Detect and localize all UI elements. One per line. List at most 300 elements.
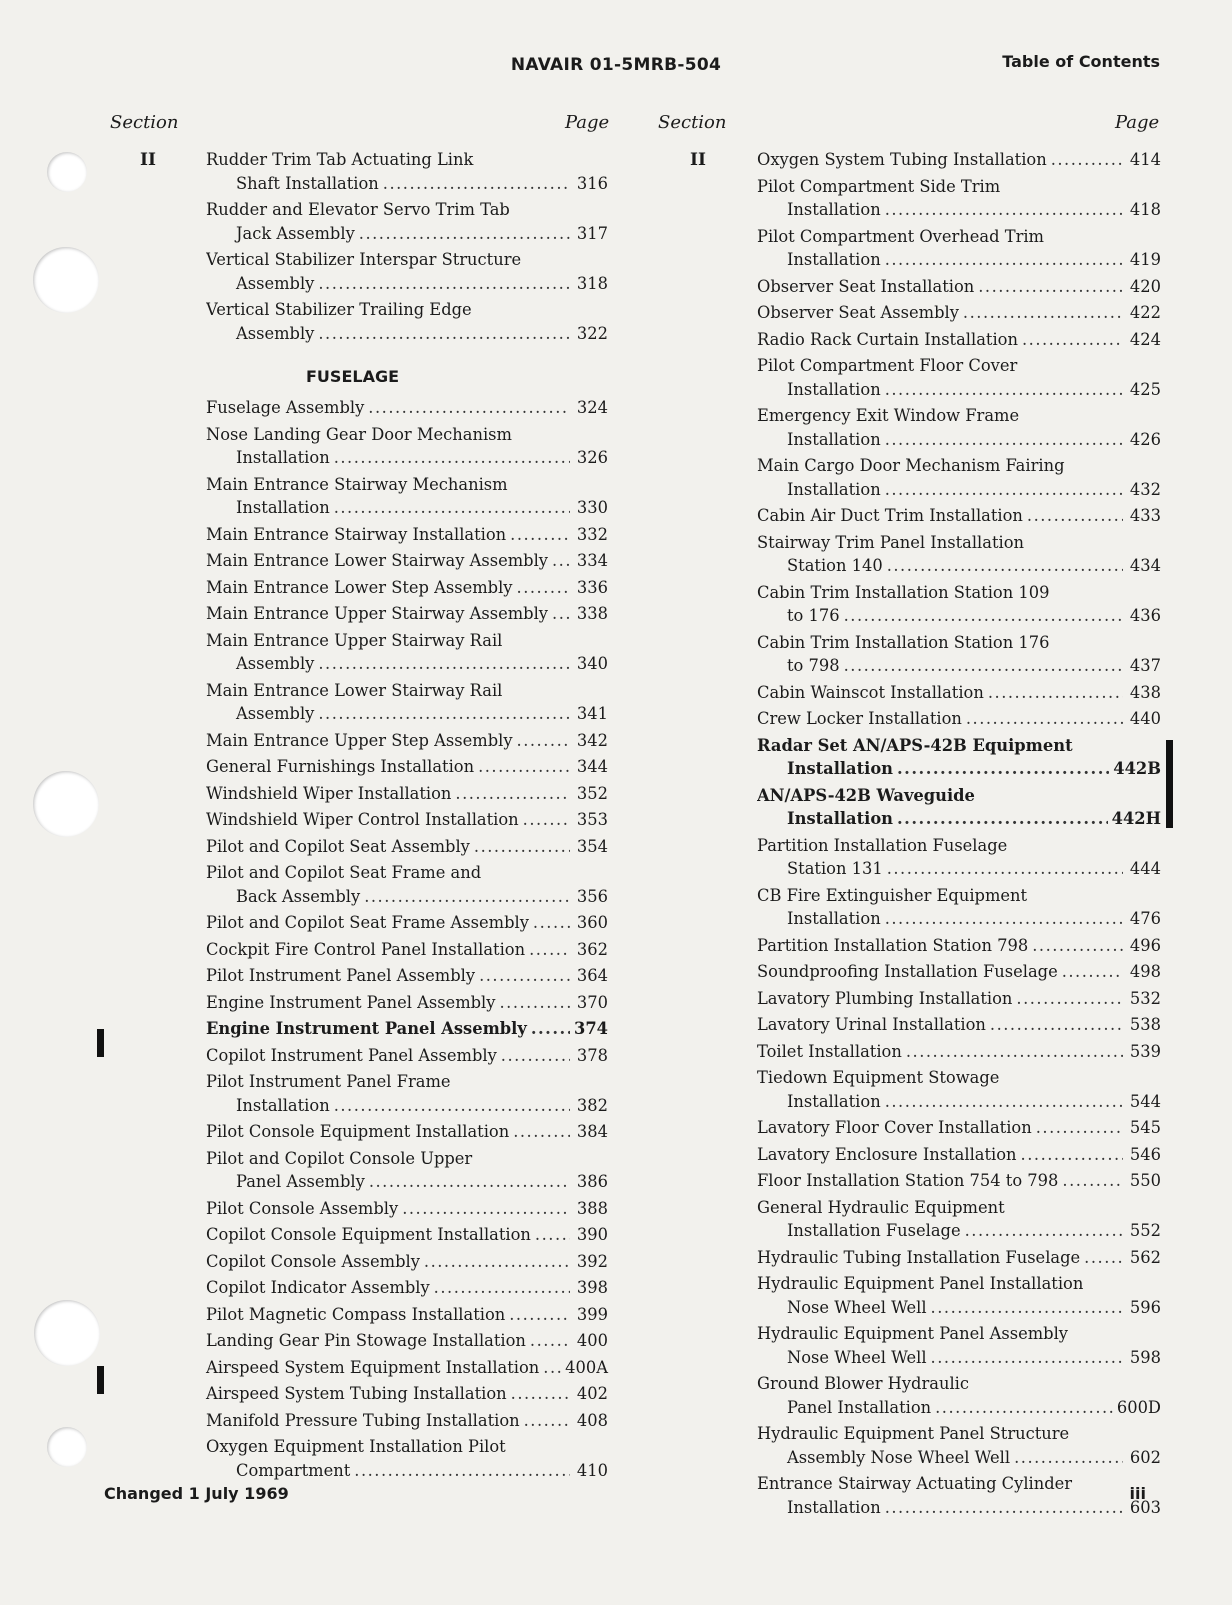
entry-title: Windshield Wiper Installation xyxy=(206,783,452,803)
entry-title: Pilot Instrument Panel Assembly xyxy=(206,966,476,985)
entry-title: Pilot and Copilot Console Upper xyxy=(206,1148,473,1168)
page-number: iii xyxy=(1129,1484,1146,1503)
entry-title: Pilot and Copilot Seat Assembly xyxy=(206,836,470,856)
section-label: Section xyxy=(110,112,179,133)
entry-continuation: Assembly Nose Wheel Well xyxy=(787,1447,1011,1467)
dot-leader xyxy=(552,602,570,626)
page-label: Page xyxy=(1115,112,1160,133)
entry-title: Ground Blower Hydraulic xyxy=(757,1374,969,1393)
toc-entry xyxy=(206,1276,608,1300)
dot-leader xyxy=(1036,1116,1123,1140)
dot-leader xyxy=(533,911,570,935)
entry-continuation: Installation xyxy=(787,479,881,499)
entry-title: Rudder Trim Tab Actuating Link xyxy=(206,150,474,169)
entry-title: Tiedown Equipment Stowage xyxy=(757,1068,1000,1087)
entry-page: 436 xyxy=(1129,606,1161,625)
entry-page: 342 xyxy=(576,730,608,750)
entry-continuation: Installation xyxy=(787,429,881,449)
entry-title: Emergency Exit Window Frame xyxy=(757,406,1020,425)
toc-entry xyxy=(206,1120,608,1144)
entry-page: 332 xyxy=(576,524,608,544)
entry-title: Main Entrance Lower Step Assembly xyxy=(206,577,513,597)
entry-page: 316 xyxy=(576,173,608,193)
dot-leader xyxy=(479,964,570,988)
entry-title: Radar Set AN/APS-42B Equipment xyxy=(757,735,1073,755)
dot-leader xyxy=(334,496,570,520)
entry-continuation: Nose Wheel Well xyxy=(787,1347,927,1367)
dot-leader xyxy=(935,1396,1113,1420)
entry-page: 424 xyxy=(1129,329,1161,349)
entry-page: 552 xyxy=(1129,1221,1161,1240)
entry-title: Landing Gear Pin Stowage Installation xyxy=(206,1331,526,1350)
toc-entry xyxy=(757,454,1161,501)
entry-page: 378 xyxy=(576,1045,608,1065)
toc-entry xyxy=(206,1044,608,1068)
entry-page: 334 xyxy=(576,551,608,570)
dot-leader xyxy=(517,729,570,753)
entry-title: Partition Installation Station 798 xyxy=(757,935,1029,955)
toc-list xyxy=(206,396,608,1482)
entry-page: 356 xyxy=(576,886,608,906)
section-label: Section xyxy=(658,112,727,133)
dot-leader xyxy=(318,272,570,296)
entry-title: Windshield Wiper Control Installation xyxy=(206,810,519,829)
entry-page: 382 xyxy=(576,1095,608,1115)
entry-page: 386 xyxy=(576,1172,608,1191)
entry-page: 425 xyxy=(1129,379,1161,399)
entry-page: 408 xyxy=(576,1410,608,1430)
entry-page: 538 xyxy=(1129,1015,1161,1034)
entry-page: 422 xyxy=(1129,303,1161,322)
entry-title: Pilot Magnetic Compass Installation xyxy=(206,1304,506,1324)
toc-entry xyxy=(206,1409,608,1433)
entry-page: 496 xyxy=(1129,935,1161,955)
entry-title: Crew Locker Installation xyxy=(757,709,962,728)
toc-entry xyxy=(757,1372,1161,1419)
toc-entry xyxy=(757,328,1161,352)
entry-continuation: Installation xyxy=(787,1497,881,1517)
toc-entry xyxy=(757,960,1161,984)
dot-leader xyxy=(511,1382,570,1406)
entry-continuation: Jack Assembly xyxy=(236,223,355,243)
entry-title: Soundproofing Installation Fuselage xyxy=(757,962,1058,981)
entry-page: 338 xyxy=(576,604,608,623)
toc-entry xyxy=(206,1070,608,1117)
toc-entry xyxy=(757,987,1161,1011)
entry-title: Radio Rack Curtain Installation xyxy=(757,329,1018,349)
dot-leader xyxy=(543,1356,561,1380)
toc-entry xyxy=(206,1356,608,1380)
dot-leader xyxy=(354,1459,570,1483)
dot-leader xyxy=(474,835,570,859)
change-bar xyxy=(1166,740,1173,828)
toc-entry xyxy=(206,1197,608,1221)
toc-entry xyxy=(757,834,1161,881)
dot-leader xyxy=(501,1044,570,1068)
toc-entry xyxy=(206,911,608,935)
toc-entry xyxy=(757,1116,1161,1140)
dot-leader xyxy=(424,1250,570,1274)
entry-page: 434 xyxy=(1129,556,1161,575)
entry-continuation: Installation xyxy=(787,1091,881,1111)
entry-title: Copilot Console Assembly xyxy=(206,1251,420,1271)
entry-continuation: Installation xyxy=(787,250,881,269)
toc-entry xyxy=(757,1040,1161,1064)
entry-title: Copilot Instrument Panel Assembly xyxy=(206,1045,497,1065)
dot-leader xyxy=(478,755,570,779)
dot-leader xyxy=(844,604,1123,628)
entry-page: 420 xyxy=(1129,276,1161,296)
entry-continuation: Installation xyxy=(787,379,881,399)
dot-leader xyxy=(434,1276,570,1300)
entry-page: 326 xyxy=(576,448,608,467)
entry-title: CB Fire Extinguisher Equipment xyxy=(757,885,1028,905)
toc-entry xyxy=(206,782,608,806)
entry-page: 432 xyxy=(1129,479,1161,499)
entry-page: 364 xyxy=(576,966,608,985)
punch-hole xyxy=(33,247,99,313)
section-number: II xyxy=(140,150,156,170)
entry-page: 418 xyxy=(1129,200,1161,219)
toc-entry xyxy=(757,531,1161,578)
toc-entry xyxy=(206,298,608,345)
dot-leader xyxy=(978,275,1123,299)
entry-title: General Hydraulic Equipment xyxy=(757,1197,1005,1217)
entry-title: Hydraulic Equipment Panel Assembly xyxy=(757,1324,1069,1343)
entry-title: Pilot and Copilot Seat Frame and xyxy=(206,863,482,882)
entry-page: 336 xyxy=(576,577,608,597)
dot-leader xyxy=(990,1013,1123,1037)
toc-list xyxy=(757,148,1161,1519)
toc-entry xyxy=(206,1329,608,1353)
entry-title: Vertical Stabilizer Trailing Edge xyxy=(206,300,472,319)
entry-continuation: Shaft Installation xyxy=(236,173,379,193)
entry-title: Floor Installation Station 754 to 798 xyxy=(757,1171,1059,1190)
toc-list xyxy=(206,148,608,345)
entry-page: 562 xyxy=(1129,1247,1161,1267)
entry-page: 438 xyxy=(1129,682,1161,702)
entry-page: 398 xyxy=(576,1278,608,1297)
toc-entry xyxy=(206,523,608,547)
toc-entry xyxy=(206,808,608,832)
toc-entry xyxy=(206,602,608,626)
entry-page: 550 xyxy=(1129,1171,1161,1190)
entry-title: Fuselage Assembly xyxy=(206,398,365,417)
entry-continuation: Installation Fuselage xyxy=(787,1221,961,1240)
toc-entry xyxy=(206,423,608,470)
punch-hole xyxy=(34,1300,100,1366)
entry-page: 390 xyxy=(576,1225,608,1244)
entry-title: AN/APS-42B Waveguide xyxy=(757,785,975,805)
dot-leader xyxy=(318,322,570,346)
entry-continuation: Panel Installation xyxy=(787,1397,932,1417)
entry-continuation: Installation xyxy=(787,200,881,219)
toc-entry xyxy=(206,576,608,600)
entry-continuation: Assembly xyxy=(236,654,315,673)
entry-title: Cabin Air Duct Trim Installation xyxy=(757,506,1023,525)
entry-title: Lavatory Floor Cover Installation xyxy=(757,1118,1032,1137)
toc-entry xyxy=(757,404,1161,451)
entry-page: 318 xyxy=(576,273,608,293)
dot-leader xyxy=(885,907,1123,931)
dot-leader xyxy=(318,702,570,726)
dot-leader xyxy=(885,248,1123,272)
dot-leader xyxy=(1051,148,1123,172)
toc-entry xyxy=(757,1196,1161,1243)
entry-page: 410 xyxy=(576,1460,608,1480)
entry-title: Cabin Trim Installation Station 176 xyxy=(757,632,1050,652)
entry-title: Pilot Compartment Floor Cover xyxy=(757,356,1018,375)
group-heading: FUSELAGE xyxy=(306,367,400,386)
toc-entry xyxy=(757,1322,1161,1369)
entry-title: Main Entrance Lower Stairway Rail xyxy=(206,680,503,700)
entry-page: 353 xyxy=(576,810,608,829)
entry-title: Hydraulic Tubing Installation Fuselage xyxy=(757,1247,1081,1267)
dot-leader xyxy=(963,301,1123,325)
toc-entry xyxy=(757,884,1161,931)
entry-continuation: Installation xyxy=(787,809,894,828)
dot-leader xyxy=(552,549,570,573)
change-date: Changed 1 July 1969 xyxy=(104,1484,289,1503)
entry-page: 545 xyxy=(1129,1118,1161,1137)
dot-leader xyxy=(885,198,1123,222)
entry-page: 603 xyxy=(1129,1497,1161,1517)
toc-entry xyxy=(206,1223,608,1247)
entry-title: Pilot and Copilot Seat Frame Assembly xyxy=(206,913,529,932)
entry-page: 362 xyxy=(576,939,608,959)
section-number: II xyxy=(690,150,706,170)
dot-leader xyxy=(524,1409,570,1433)
entry-page: 317 xyxy=(576,223,608,243)
entry-page: 370 xyxy=(576,992,608,1012)
entry-page: 330 xyxy=(576,498,608,517)
toc-entry xyxy=(757,1422,1161,1469)
dot-leader xyxy=(523,808,570,832)
dot-leader xyxy=(906,1040,1123,1064)
entry-title: Pilot Instrument Panel Frame xyxy=(206,1072,451,1091)
toc-entry xyxy=(206,1250,608,1274)
entry-title: Vertical Stabilizer Interspar Structure xyxy=(206,250,522,269)
toc-entry xyxy=(757,1272,1161,1319)
dot-leader xyxy=(510,523,570,547)
entry-continuation: Assembly xyxy=(236,273,315,293)
toc-entry xyxy=(757,707,1161,731)
entry-title: Copilot Console Equipment Installation xyxy=(206,1225,531,1244)
change-bar xyxy=(97,1366,104,1394)
dot-leader xyxy=(885,478,1123,502)
document-number: NAVAIR 01-5MRB-504 xyxy=(510,55,722,75)
toc-entry xyxy=(206,1017,608,1041)
entry-title: Lavatory Enclosure Installation xyxy=(757,1144,1017,1164)
toc-entry xyxy=(757,275,1161,299)
toc-entry xyxy=(757,1143,1161,1167)
dot-leader xyxy=(966,707,1123,731)
entry-title: General Furnishings Installation xyxy=(206,757,475,776)
punch-hole xyxy=(47,152,87,192)
toc-entry xyxy=(206,473,608,520)
entry-continuation: Assembly xyxy=(236,704,315,723)
dot-leader xyxy=(364,885,570,909)
dot-leader xyxy=(359,222,570,246)
dot-leader xyxy=(529,938,570,962)
toc-entry xyxy=(757,175,1161,222)
entry-title: Airspeed System Tubing Installation xyxy=(206,1384,507,1403)
entry-page: 444 xyxy=(1129,859,1161,878)
entry-page: 602 xyxy=(1129,1447,1161,1467)
dot-leader xyxy=(1084,1246,1123,1270)
toc-entry xyxy=(757,301,1161,325)
toc-entry xyxy=(757,504,1161,528)
punch-hole xyxy=(33,771,99,837)
entry-title: Pilot Compartment Side Trim xyxy=(757,176,1001,196)
entry-title: Manifold Pressure Tubing Installation xyxy=(206,1410,520,1430)
dot-leader xyxy=(368,396,570,420)
entry-continuation: Assembly xyxy=(236,323,315,343)
dot-leader xyxy=(1022,328,1123,352)
entry-page: 388 xyxy=(576,1198,608,1218)
entry-title: Pilot Console Assembly xyxy=(206,1198,399,1218)
toc-entry xyxy=(206,1147,608,1194)
dot-leader xyxy=(885,1090,1123,1114)
toc-entry xyxy=(206,861,608,908)
toc-entry xyxy=(206,248,608,295)
entry-title: Main Entrance Lower Stairway Assembly xyxy=(206,551,548,570)
entry-title: Main Entrance Upper Stairway Assembly xyxy=(206,604,549,623)
dot-leader xyxy=(1016,987,1123,1011)
entry-page: 433 xyxy=(1129,506,1161,525)
entry-page: 426 xyxy=(1129,429,1161,449)
entry-title: Pilot Console Equipment Installation xyxy=(206,1122,510,1141)
entry-title: Cabin Wainscot Installation xyxy=(757,682,984,702)
dot-leader xyxy=(1021,1143,1123,1167)
dot-leader xyxy=(1062,960,1123,984)
entry-page: 600D xyxy=(1116,1397,1161,1417)
dot-leader xyxy=(887,554,1123,578)
dot-leader xyxy=(318,652,570,676)
toc-entry xyxy=(757,784,1161,831)
entry-title: Main Cargo Door Mechanism Fairing xyxy=(757,456,1065,475)
entry-page: 539 xyxy=(1129,1041,1161,1061)
dot-leader xyxy=(513,1120,570,1144)
entry-page: 352 xyxy=(576,783,608,803)
toc-entry xyxy=(206,964,608,988)
entry-page: 324 xyxy=(576,398,608,417)
page-label: Page xyxy=(565,112,610,133)
entry-title: Hydraulic Equipment Panel Structure xyxy=(757,1424,1070,1443)
entry-page: 402 xyxy=(576,1384,608,1403)
toc-entry xyxy=(206,549,608,573)
entry-title: Pilot Compartment Overhead Trim xyxy=(757,226,1044,246)
entry-title: Hydraulic Equipment Panel Installation xyxy=(757,1274,1084,1293)
entry-title: Toilet Installation xyxy=(757,1041,902,1061)
toc-entry xyxy=(757,1013,1161,1037)
entry-title: Main Entrance Stairway Mechanism xyxy=(206,474,508,494)
entry-page: 498 xyxy=(1129,962,1161,981)
toc-entry xyxy=(206,755,608,779)
toc-entry xyxy=(206,629,608,676)
toc-entry xyxy=(206,1382,608,1406)
entry-continuation: Installation xyxy=(787,909,881,928)
dot-leader xyxy=(1032,934,1123,958)
entry-page: 360 xyxy=(576,913,608,932)
entry-page: 341 xyxy=(576,704,608,723)
entry-title: Stairway Trim Panel Installation xyxy=(757,532,1024,552)
entry-continuation: Station 131 xyxy=(787,859,883,878)
punch-hole xyxy=(47,1427,87,1467)
toc-entry xyxy=(757,1066,1161,1113)
entry-title: Engine Instrument Panel Assembly xyxy=(206,1019,527,1038)
entry-title: Oxygen Equipment Installation Pilot xyxy=(206,1437,506,1456)
entry-continuation: to 176 xyxy=(787,606,840,625)
entry-continuation: Nose Wheel Well xyxy=(787,1297,927,1317)
dot-leader xyxy=(517,576,570,600)
entry-title: Partition Installation Fuselage xyxy=(757,835,1008,855)
toc-entry xyxy=(757,934,1161,958)
dot-leader xyxy=(1027,504,1123,528)
toc-entry xyxy=(757,631,1161,678)
entry-continuation: to 798 xyxy=(787,656,840,675)
entry-continuation: Installation xyxy=(236,1095,330,1115)
dot-leader xyxy=(965,1219,1123,1243)
entry-page: 384 xyxy=(576,1122,608,1141)
dot-leader xyxy=(885,1496,1123,1520)
entry-page: 374 xyxy=(574,1019,608,1038)
entry-title: Cabin Trim Installation Station 109 xyxy=(757,582,1050,602)
toc-entry xyxy=(757,681,1161,705)
toc-left-column xyxy=(206,148,608,1485)
entry-page: 476 xyxy=(1129,909,1161,928)
toc-entry xyxy=(206,679,608,726)
entry-page: 354 xyxy=(576,836,608,856)
toc-entry xyxy=(206,1303,608,1327)
dot-leader xyxy=(1062,1169,1123,1193)
entry-title: Oxygen System Tubing Installation xyxy=(757,150,1047,169)
dot-leader xyxy=(897,807,1108,831)
entry-title: Main Entrance Upper Step Assembly xyxy=(206,730,513,750)
entry-page: 532 xyxy=(1129,988,1161,1008)
dot-leader xyxy=(455,782,570,806)
entry-continuation: Station 140 xyxy=(787,556,883,575)
entry-page: 442B xyxy=(1113,759,1161,778)
toc-right-column xyxy=(757,148,1161,1522)
entry-title: Copilot Indicator Assembly xyxy=(206,1278,430,1297)
dot-leader xyxy=(334,1094,570,1118)
dot-leader xyxy=(844,654,1123,678)
toc-entry xyxy=(757,354,1161,401)
entry-page: 414 xyxy=(1129,150,1161,169)
entry-title: Nose Landing Gear Door Mechanism xyxy=(206,424,512,444)
toc-entry xyxy=(206,198,608,245)
entry-page: 400 xyxy=(576,1331,608,1350)
dot-leader xyxy=(887,857,1123,881)
entry-page: 322 xyxy=(576,323,608,343)
entry-page: 340 xyxy=(576,654,608,673)
toc-entry xyxy=(757,1472,1161,1519)
dot-leader xyxy=(897,757,1109,781)
change-bar xyxy=(97,1029,104,1057)
entry-title: Lavatory Urinal Installation xyxy=(757,1015,986,1034)
entry-page: 419 xyxy=(1129,250,1161,269)
entry-title: Observer Seat Assembly xyxy=(757,303,959,322)
entry-page: 546 xyxy=(1129,1144,1161,1164)
toc-entry xyxy=(757,148,1161,172)
dot-leader xyxy=(530,1329,570,1353)
entry-page: 344 xyxy=(576,757,608,776)
toc-entry xyxy=(206,148,608,195)
dot-leader xyxy=(1014,1446,1123,1470)
entry-title: Lavatory Plumbing Installation xyxy=(757,988,1013,1008)
entry-page: 399 xyxy=(576,1304,608,1324)
